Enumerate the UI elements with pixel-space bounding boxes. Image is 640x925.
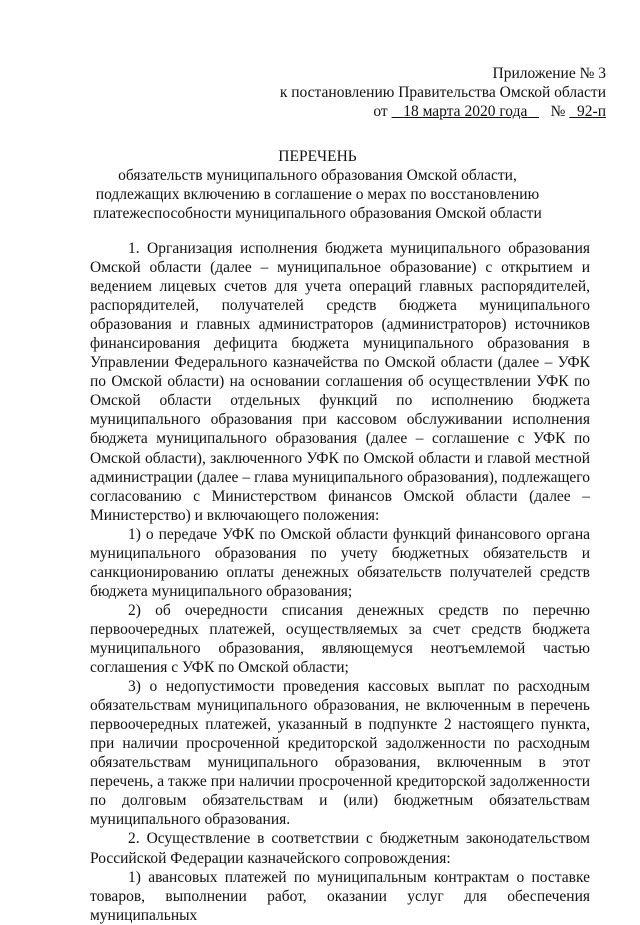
number-prefix: №	[550, 103, 566, 120]
document-body	[90, 239, 590, 925]
paragraph-1: 1. Организация исполнения бюджета муниципального образования Омской области (далее – муниципальное образование) с открытием и ведением лицевых счетов для учета операций главных распорядителей, распорядителей, получателей средств бюджета муниципального образования и главных администраторов (администраторов) источников финансирования дефицита бюджета муниципального образования в Управлении Федерального казначейства по Омской области (далее – УФК по Омской области) на основании соглашения об осуществлении УФК по Омской области отдельных функций по исполнению бюджета муниципального образования при кассовом обслуживании исполнения бюджета муниципального образования (далее – соглашение с УФК по Омской области), заключенного УФК по Омской области и главой местной администрации (далее – глава муниципального образования), подлежащего согласованию с Министерством финансов Омской области (далее – Министерство) и включающего положения:	[90, 240, 590, 524]
appendix-header	[280, 64, 606, 121]
appendix-resolution-reference: к постановлению Правительства Омской области	[279, 84, 606, 101]
paragraph-1-item-1: 1) о передаче УФК по Омской области функций финансового органа муниципального образования по учету бюджетных обязательств и санкционированию оплаты денежных обязательств получателей средств бюджета муниципального образования;	[90, 525, 590, 600]
title-subtitle: обязательств муниципального образования Омской области, подлежащих включению в соглашение о мерах по восстановлению платежеспособности муниципального образования Омской области	[93, 167, 542, 222]
resolution-number: 92-п	[577, 103, 606, 120]
paragraph-2: 2. Осуществление в соответствии с бюджетным законодательством Российской Федерации казначейского сопровождения:	[90, 830, 590, 867]
paragraph-1-item-3: 3) о недопустимости проведения кассовых выплат по расходным обязательствам муниципального образования, не включенным в перечень первоочередных платежей, указанный в подпункте 2 настоящего пункта, при наличии просроченной кредиторской задолженности по расходным обязательствам муниципального образования, включенным в этот перечень, а также при наличии просроченной кредиторской задолженности по долговым обязательствам и (или) бюджетным обязательствам муниципального образования.	[90, 678, 590, 829]
paragraph-1-item-2: 2) об очередности списания денежных средств по перечню первоочередных платежей, осуществляемых за счет средств бюджета муниципального образования, являющемуся неотъемлемой частью соглашения с УФК по Омской области;	[90, 601, 590, 677]
date-prefix: от	[373, 103, 388, 120]
resolution-date: 18 марта 2020 года	[403, 103, 528, 120]
paragraph-2-item-1: 1) авансовых платежей по муниципальным контрактам о поставке товаров, выполнении работ, оказании услуг для обеспечения муниципальных	[90, 868, 590, 924]
title-heading: ПЕРЕЧЕНЬ	[278, 148, 357, 165]
document-title	[90, 147, 545, 223]
appendix-date-line	[280, 102, 606, 121]
appendix-number: Приложение № 3	[492, 65, 606, 82]
